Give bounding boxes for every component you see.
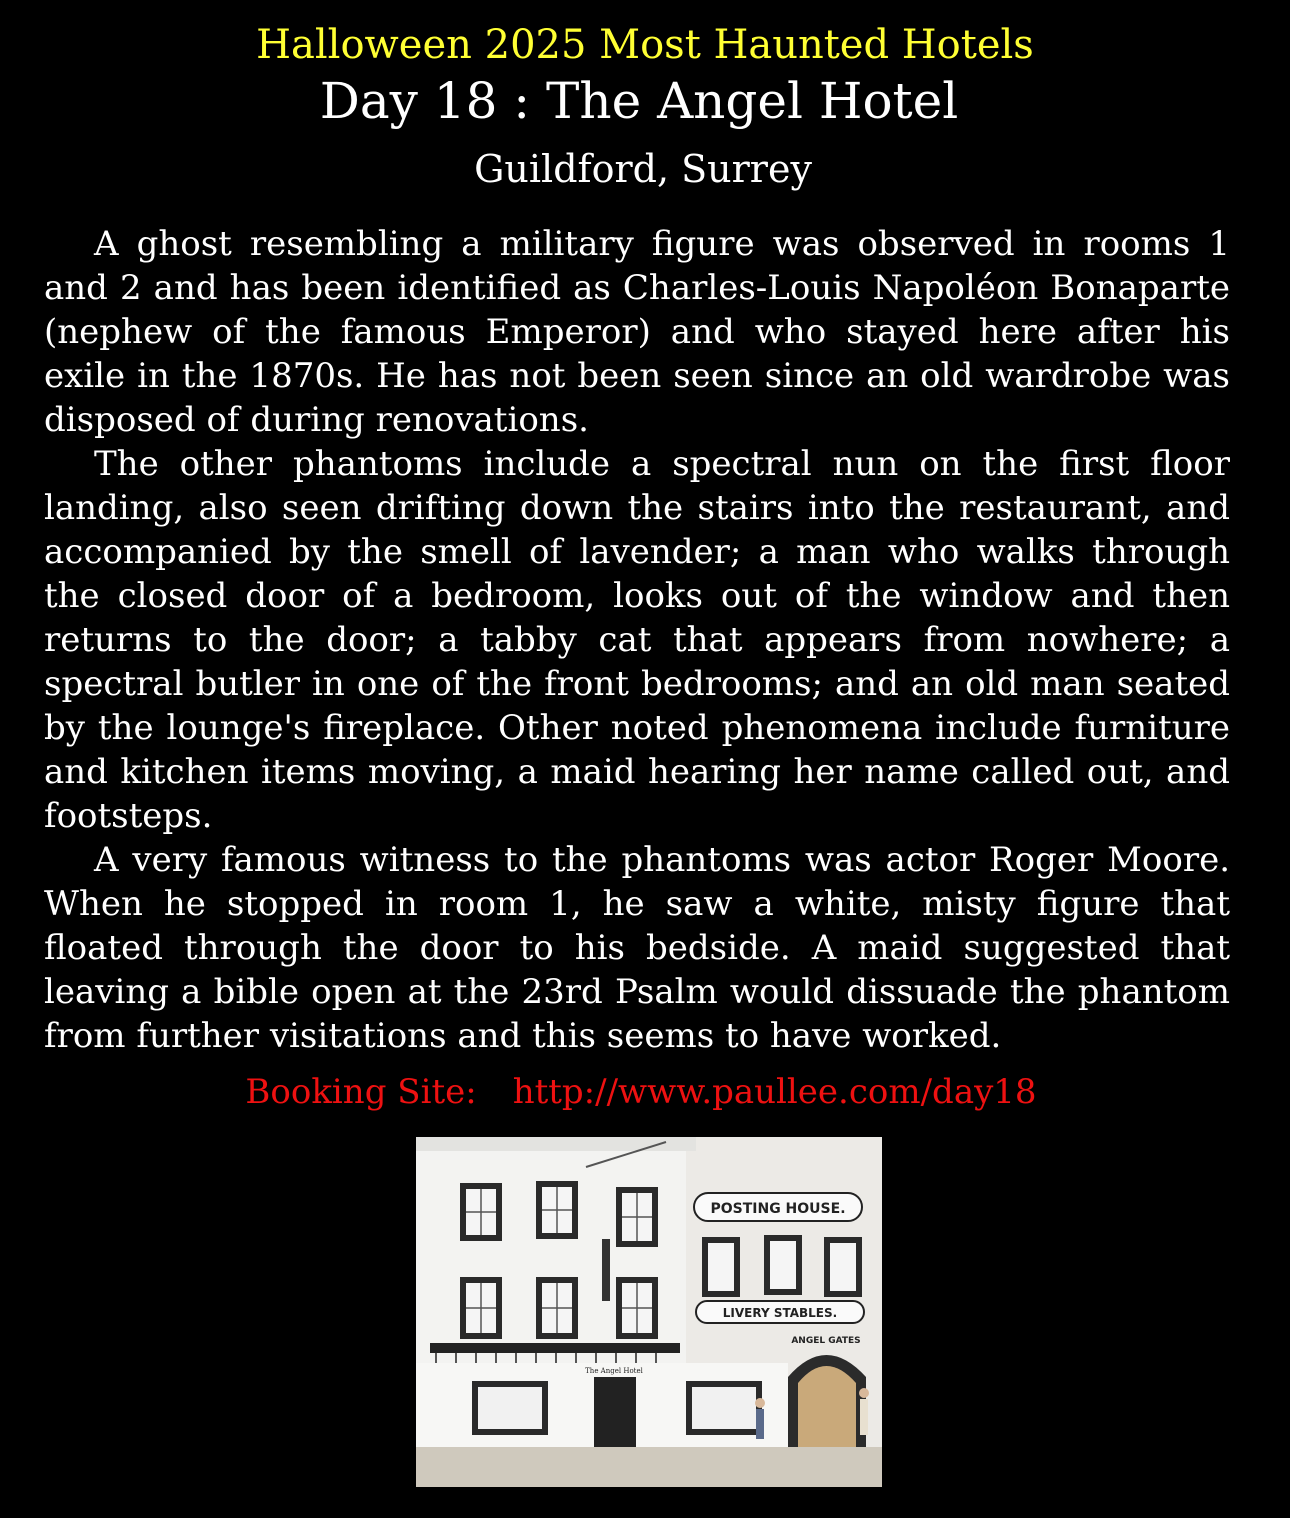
hotel-photo-illustration bbox=[416, 1137, 882, 1487]
livery-stables-sign: LIVERY STABLES. bbox=[722, 1306, 838, 1320]
posting-house-sign: POSTING HOUSE. bbox=[710, 1201, 846, 1217]
series-title: Halloween 2025 Most Haunted Hotels bbox=[256, 22, 1034, 68]
booking-line bbox=[0, 1070, 1282, 1114]
page-title: Day 18 : The Angel Hotel bbox=[319, 72, 959, 130]
booking-link[interactable]: http://www.paullee.com/day18 bbox=[512, 1072, 1037, 1112]
article-body bbox=[44, 222, 1230, 1058]
paragraph-napoleon: A ghost resembling a military figure was observed in rooms 1 and 2 and has been identified as Charles-Louis Napoléon Bonaparte (nephew of the famous Emperor) and who stayed here after his exile in the 1870s. He has not been seen since an old wardrobe was disposed of during renovations. bbox=[44, 224, 1230, 440]
location-subtitle: Guildford, Surrey bbox=[474, 147, 812, 191]
booking-label: Booking Site: bbox=[245, 1072, 477, 1112]
angel-hotel-sign: The Angel Hotel bbox=[585, 1367, 643, 1375]
angel-gates-sign: ANGEL GATES bbox=[791, 1336, 861, 1346]
paragraph-phantoms: The other phantoms include a spectral nun on the first floor landing, also seen drifting down the stairs into the restaurant, and accompanied by the smell of lavender; a man who walks through the closed door of a bedroom, looks out of the window and then returns to the door; a tabby cat that appears from nowhere; a spectral butler in one of the front bedrooms; and an old man seated by the lounge's fireplace. Other noted phenomena include furniture and kitchen items moving, a maid hearing her name called out, and footsteps. bbox=[44, 444, 1230, 836]
paragraph-roger-moore: A very famous witness to the phantoms was actor Roger Moore. When he stopped in room 1, he saw a white, misty figure that floated through the door to his bedside. A maid suggested that leaving a bible open at the 23rd Psalm would dissuade the phantom from further visitations and this seems to have worked. bbox=[44, 840, 1230, 1056]
hotel-photo bbox=[416, 1137, 882, 1487]
